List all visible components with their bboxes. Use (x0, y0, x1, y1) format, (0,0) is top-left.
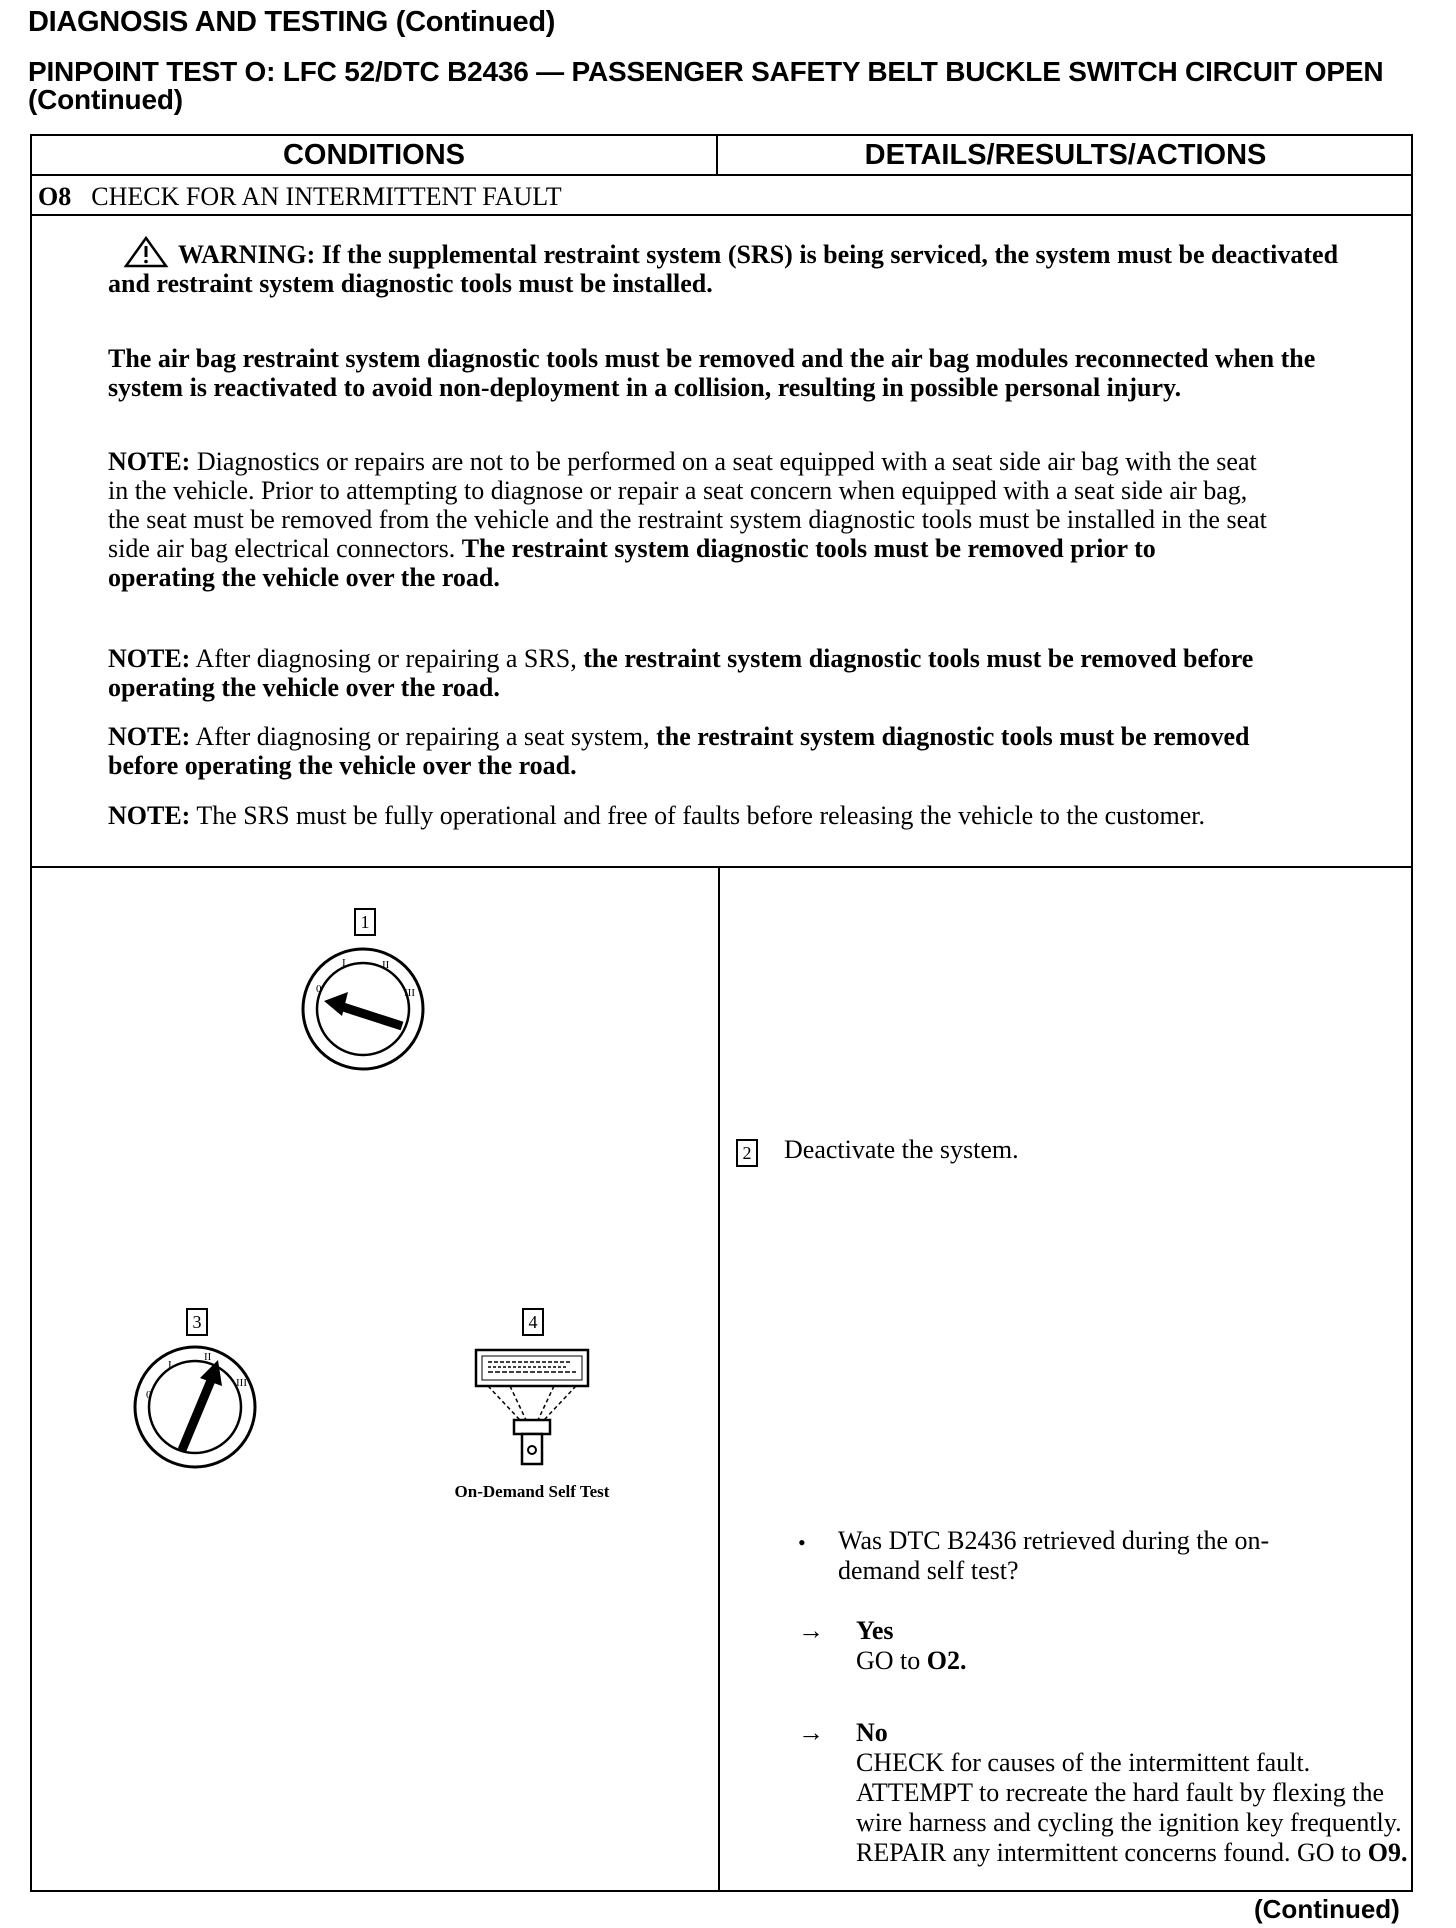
arrow-right-icon: → (798, 1616, 824, 1645)
svg-text:II: II (382, 959, 390, 971)
scan-tool-icon (472, 1346, 592, 1470)
self-test-caption: On-Demand Self Test (454, 1482, 610, 1501)
note-after-srs: NOTE: After diagnosing or repairing a SRS, the restraint system diagnostic tools must be removed before operating the vehicle over the road. (108, 644, 1254, 702)
callout-4: 4 (522, 1308, 544, 1336)
callout-3: 3 (186, 1308, 208, 1336)
svg-text:I: I (168, 1359, 172, 1371)
callout-1: 1 (354, 908, 376, 936)
result-no: No CHECK for causes of the intermittent fault. ATTEMPT to recreate the hard fault by flexing the wire harness and cycling the ignition key frequently. REPAIR any intermittent concerns found. GO to O9. (856, 1718, 1408, 1867)
svg-text:0: 0 (316, 983, 322, 995)
test-title: PINPOINT TEST O: LFC 52/DTC B2436 — PASSENGER SAFETY BELT BUCKLE SWITCH CIRCUIT OPEN (Continued) (28, 56, 1384, 115)
arrow-right-icon: → (798, 1718, 824, 1747)
continued-footer: (Continued) (1254, 1894, 1400, 1924)
ignition-switch-run-icon (130, 1342, 260, 1472)
question-text: Was DTC B2436 retrieved during the on-demand self test? (838, 1526, 1270, 1585)
step-deactivate-system: Deactivate the system. (784, 1135, 1019, 1164)
pinpoint-test-table (30, 134, 1413, 1892)
callout-2: 2 (736, 1139, 758, 1167)
ignition-switch-off-icon (298, 944, 428, 1074)
step-row (38, 180, 562, 214)
note-after-seat-system: NOTE: After diagnosing or repairing a seat system, the restraint system diagnostic tools must be removed before operating the vehicle over the road. (108, 722, 1250, 780)
column-header-conditions: CONDITIONS (282, 139, 466, 171)
svg-text:III: III (404, 987, 415, 999)
svg-text:0: 0 (146, 1389, 152, 1401)
warning-airbag: The air bag restraint system diagnostic tools must be removed and the air bag modules reconnected when the system is reactivated to avoid non-deployment in a collision, resulting in possible personal injury. (108, 344, 1316, 402)
bullet-icon: • (798, 1530, 806, 1555)
note-fully-operational: NOTE: The SRS must be fully operational and free of faults before releasing the vehicle to the customer. (108, 801, 1206, 830)
warning-srs: WARNING: If the supplemental restraint system (SRS) is being serviced, the system must be deactivated and restraint system diagnostic tools must be installed. (108, 240, 1339, 298)
result-yes: Yes GO to O2. (856, 1616, 967, 1675)
column-header-details: DETAILS/RESULTS/ACTIONS (864, 139, 1267, 171)
svg-text:I: I (342, 957, 346, 969)
page-title: DIAGNOSIS AND TESTING (Continued) (28, 6, 556, 38)
step-id: O8 (38, 182, 72, 211)
step-title: CHECK FOR AN INTERMITTENT FAULT (91, 182, 562, 211)
note-seat-side-airbag: NOTE: Diagnostics or repairs are not to be performed on a seat equipped with a seat side air bag with the seat in the vehicle. Prior to attempting to diagnose or repair a seat concern when equipped with a seat side air bag, the seat must be removed from the vehicle and the restraint system diagnostic tools must be installed in the seat side air bag electrical connectors. The restraint system diagnostic tools must be removed prior to operating the vehicle over the road. (108, 447, 1267, 592)
svg-text:III: III (236, 1377, 247, 1389)
svg-text:II: II (204, 1351, 212, 1363)
